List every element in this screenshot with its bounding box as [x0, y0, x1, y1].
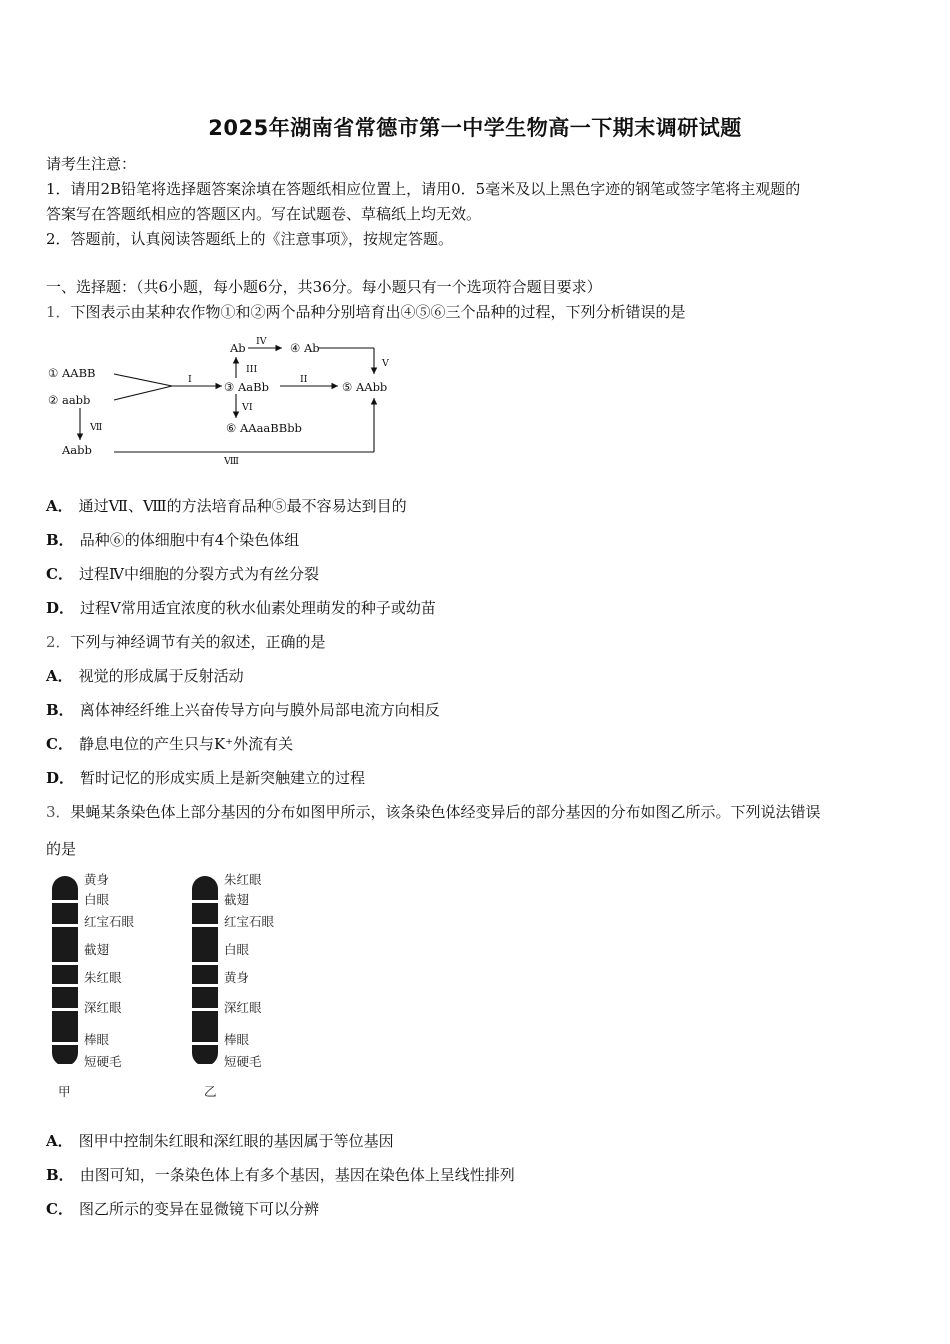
question-1-stem: [46, 301, 686, 322]
q3-option-b: [46, 1164, 515, 1185]
option-label: A．: [46, 667, 73, 685]
gene-label: 棒眼: [84, 1032, 110, 1047]
gene-label: 截翅: [84, 942, 110, 957]
chromosome-band-gap: [52, 1008, 78, 1011]
gene-label: 短硬毛: [84, 1054, 122, 1069]
label-step-2: II: [300, 374, 308, 385]
option-text: 图乙所示的变异在显微镜下可以分辨: [78, 1200, 319, 1218]
label-step-7: Ⅶ: [90, 422, 103, 433]
gene-label: 深红眼: [84, 1000, 122, 1015]
label-parent-1: ① AABB: [48, 366, 96, 380]
chromosome-jia: [52, 872, 135, 1069]
label-variety-3: ③ AaBb: [224, 380, 269, 394]
caption-jia: 甲: [58, 1084, 71, 1099]
gene-label: 深红眼: [224, 1000, 262, 1015]
label-step-3: III: [246, 364, 258, 375]
label-variety-6: ⑥ AAaaBBbb: [226, 421, 302, 435]
gene-label: 短硬毛: [224, 1054, 262, 1069]
gene-label: 朱红眼: [84, 970, 122, 985]
chromosome-band-gap: [192, 1042, 218, 1045]
option-text: 视觉的形成属于反射活动: [78, 667, 244, 685]
option-text: 离体神经纤维上兴奋传导方向与膜外局部电流方向相反: [79, 701, 440, 719]
gene-label: 朱红眼: [224, 872, 262, 887]
label-ab: Ab: [230, 341, 246, 355]
chromosome-band-gap: [52, 1042, 78, 1045]
label-step-1: I: [188, 374, 192, 385]
option-text: 由图可知，一条染色体上有多个基因，基因在染色体上呈线性排列: [79, 1166, 515, 1184]
chromosome-band-gap: [192, 962, 218, 965]
option-label: B．: [46, 1166, 74, 1184]
gene-label: 白眼: [224, 942, 250, 957]
q2-option-c: [46, 733, 293, 754]
question-text: 果蝇某条染色体上部分基因的分布如图甲所示，该条染色体经变异后的部分基因的分布如图乙所示。下列说法错误: [70, 803, 821, 821]
option-label: D．: [46, 599, 75, 617]
option-text: 品种⑥的体细胞中有4个染色体组: [79, 531, 300, 549]
question-number: 3．: [46, 803, 71, 821]
question-2-stem: [46, 631, 326, 652]
notice-item: 1．请用2B铅笔将选择题答案涂填在答题纸相应位置上，请用0．5毫米及以上黑色字迹的钢笔或签字笔将主观题的: [46, 180, 801, 198]
question-3-stem: [46, 801, 821, 822]
option-label: B．: [46, 701, 74, 719]
chromosome-band-gap: [52, 984, 78, 987]
option-text: 静息电位的产生只与K⁺外流有关: [78, 735, 294, 753]
question-number: 1．: [46, 303, 71, 321]
option-text: 过程Ⅳ中细胞的分裂方式为有丝分裂: [78, 565, 319, 583]
question-3-stem-cont: 的是: [46, 840, 77, 858]
option-text: 过程Ⅴ常用适宜浓度的秋水仙素处理萌发的种子或幼苗: [80, 599, 436, 617]
q2-option-b: [46, 699, 440, 720]
label-step-8: Ⅷ: [224, 456, 239, 467]
label-variety-5: ⑤ AAbb: [342, 380, 388, 394]
chromosome-band-gap: [52, 962, 78, 965]
option-label: C．: [46, 735, 73, 753]
option-label: A．: [46, 1132, 73, 1150]
chromosome-band-gap: [52, 900, 78, 903]
label-variety-4: ④ Ab: [290, 341, 320, 355]
q1-option-d: [46, 597, 436, 618]
label-aabb-low: Aabb: [62, 443, 92, 457]
caption-yi: 乙: [204, 1084, 217, 1099]
q3-option-c: [46, 1198, 319, 1219]
question-text: 下列与神经调节有关的叙述，正确的是: [70, 633, 326, 651]
notice-item: 答案写在答题纸相应的答题区内。写在试题卷、草稿纸上均无效。: [46, 205, 482, 223]
chromosome-body: [192, 876, 218, 1066]
q3-option-a: [46, 1130, 394, 1151]
gene-label: 白眼: [84, 892, 110, 907]
label-step-6: VI: [242, 402, 253, 413]
gene-label: 截翅: [224, 892, 250, 907]
option-label: C．: [46, 1200, 73, 1218]
option-label: D．: [46, 769, 75, 787]
label-step-5: V: [382, 358, 389, 369]
chromosome-body: [52, 876, 78, 1066]
q2-option-a: [46, 665, 244, 686]
chromosome-band-gap: [192, 984, 218, 987]
notice-item: 2．答题前，认真阅读答题纸上的《注意事项》，按规定答题。: [46, 230, 454, 248]
gene-label: 黄身: [84, 872, 110, 887]
breeding-diagram: [44, 334, 404, 470]
label-step-4: IV: [256, 336, 267, 347]
chromosome-band-gap: [192, 1064, 218, 1067]
gene-label: 红宝石眼: [224, 914, 275, 929]
chromosome-yi: [192, 872, 275, 1069]
question-text: 下图表示由某种农作物①和②两个品种分别培育出④⑤⑥三个品种的过程，下列分析错误的是: [70, 303, 686, 321]
chromosome-band-gap: [192, 1008, 218, 1011]
option-label: B．: [46, 531, 74, 549]
q1-option-b: [46, 529, 299, 550]
section-heading: 一、选择题：（共6小题，每小题6分，共36分。每小题只有一个选项符合题目要求）: [46, 278, 602, 296]
notice-heading: 请考生注意：: [46, 155, 137, 173]
label-parent-2: ② aabb: [48, 393, 91, 407]
option-text: 暂时记忆的形成实质上是新突触建立的过程: [80, 769, 366, 787]
gene-label: 棒眼: [224, 1032, 250, 1047]
question-number: 2．: [46, 633, 71, 651]
chromosome-band-gap: [192, 900, 218, 903]
chromosome-band-gap: [192, 924, 218, 927]
q1-option-c: [46, 563, 319, 584]
option-label: A．: [46, 497, 73, 515]
option-text: 图甲中控制朱红眼和深红眼的基因属于等位基因: [78, 1132, 394, 1150]
chromosome-band-gap: [52, 924, 78, 927]
gene-label: 红宝石眼: [84, 914, 135, 929]
option-text: 通过Ⅶ、Ⅷ的方法培育品种⑤最不容易达到目的: [78, 497, 407, 515]
q2-option-d: [46, 767, 365, 788]
chromosome-band-gap: [52, 1064, 78, 1067]
q1-option-a: [46, 495, 407, 516]
page-title: 2025年湖南省常德市第一中学生物高一下期末调研试题: [208, 116, 742, 140]
option-label: C．: [46, 565, 73, 583]
chromosome-figure: [46, 866, 296, 1106]
gene-label: 黄身: [224, 970, 250, 985]
